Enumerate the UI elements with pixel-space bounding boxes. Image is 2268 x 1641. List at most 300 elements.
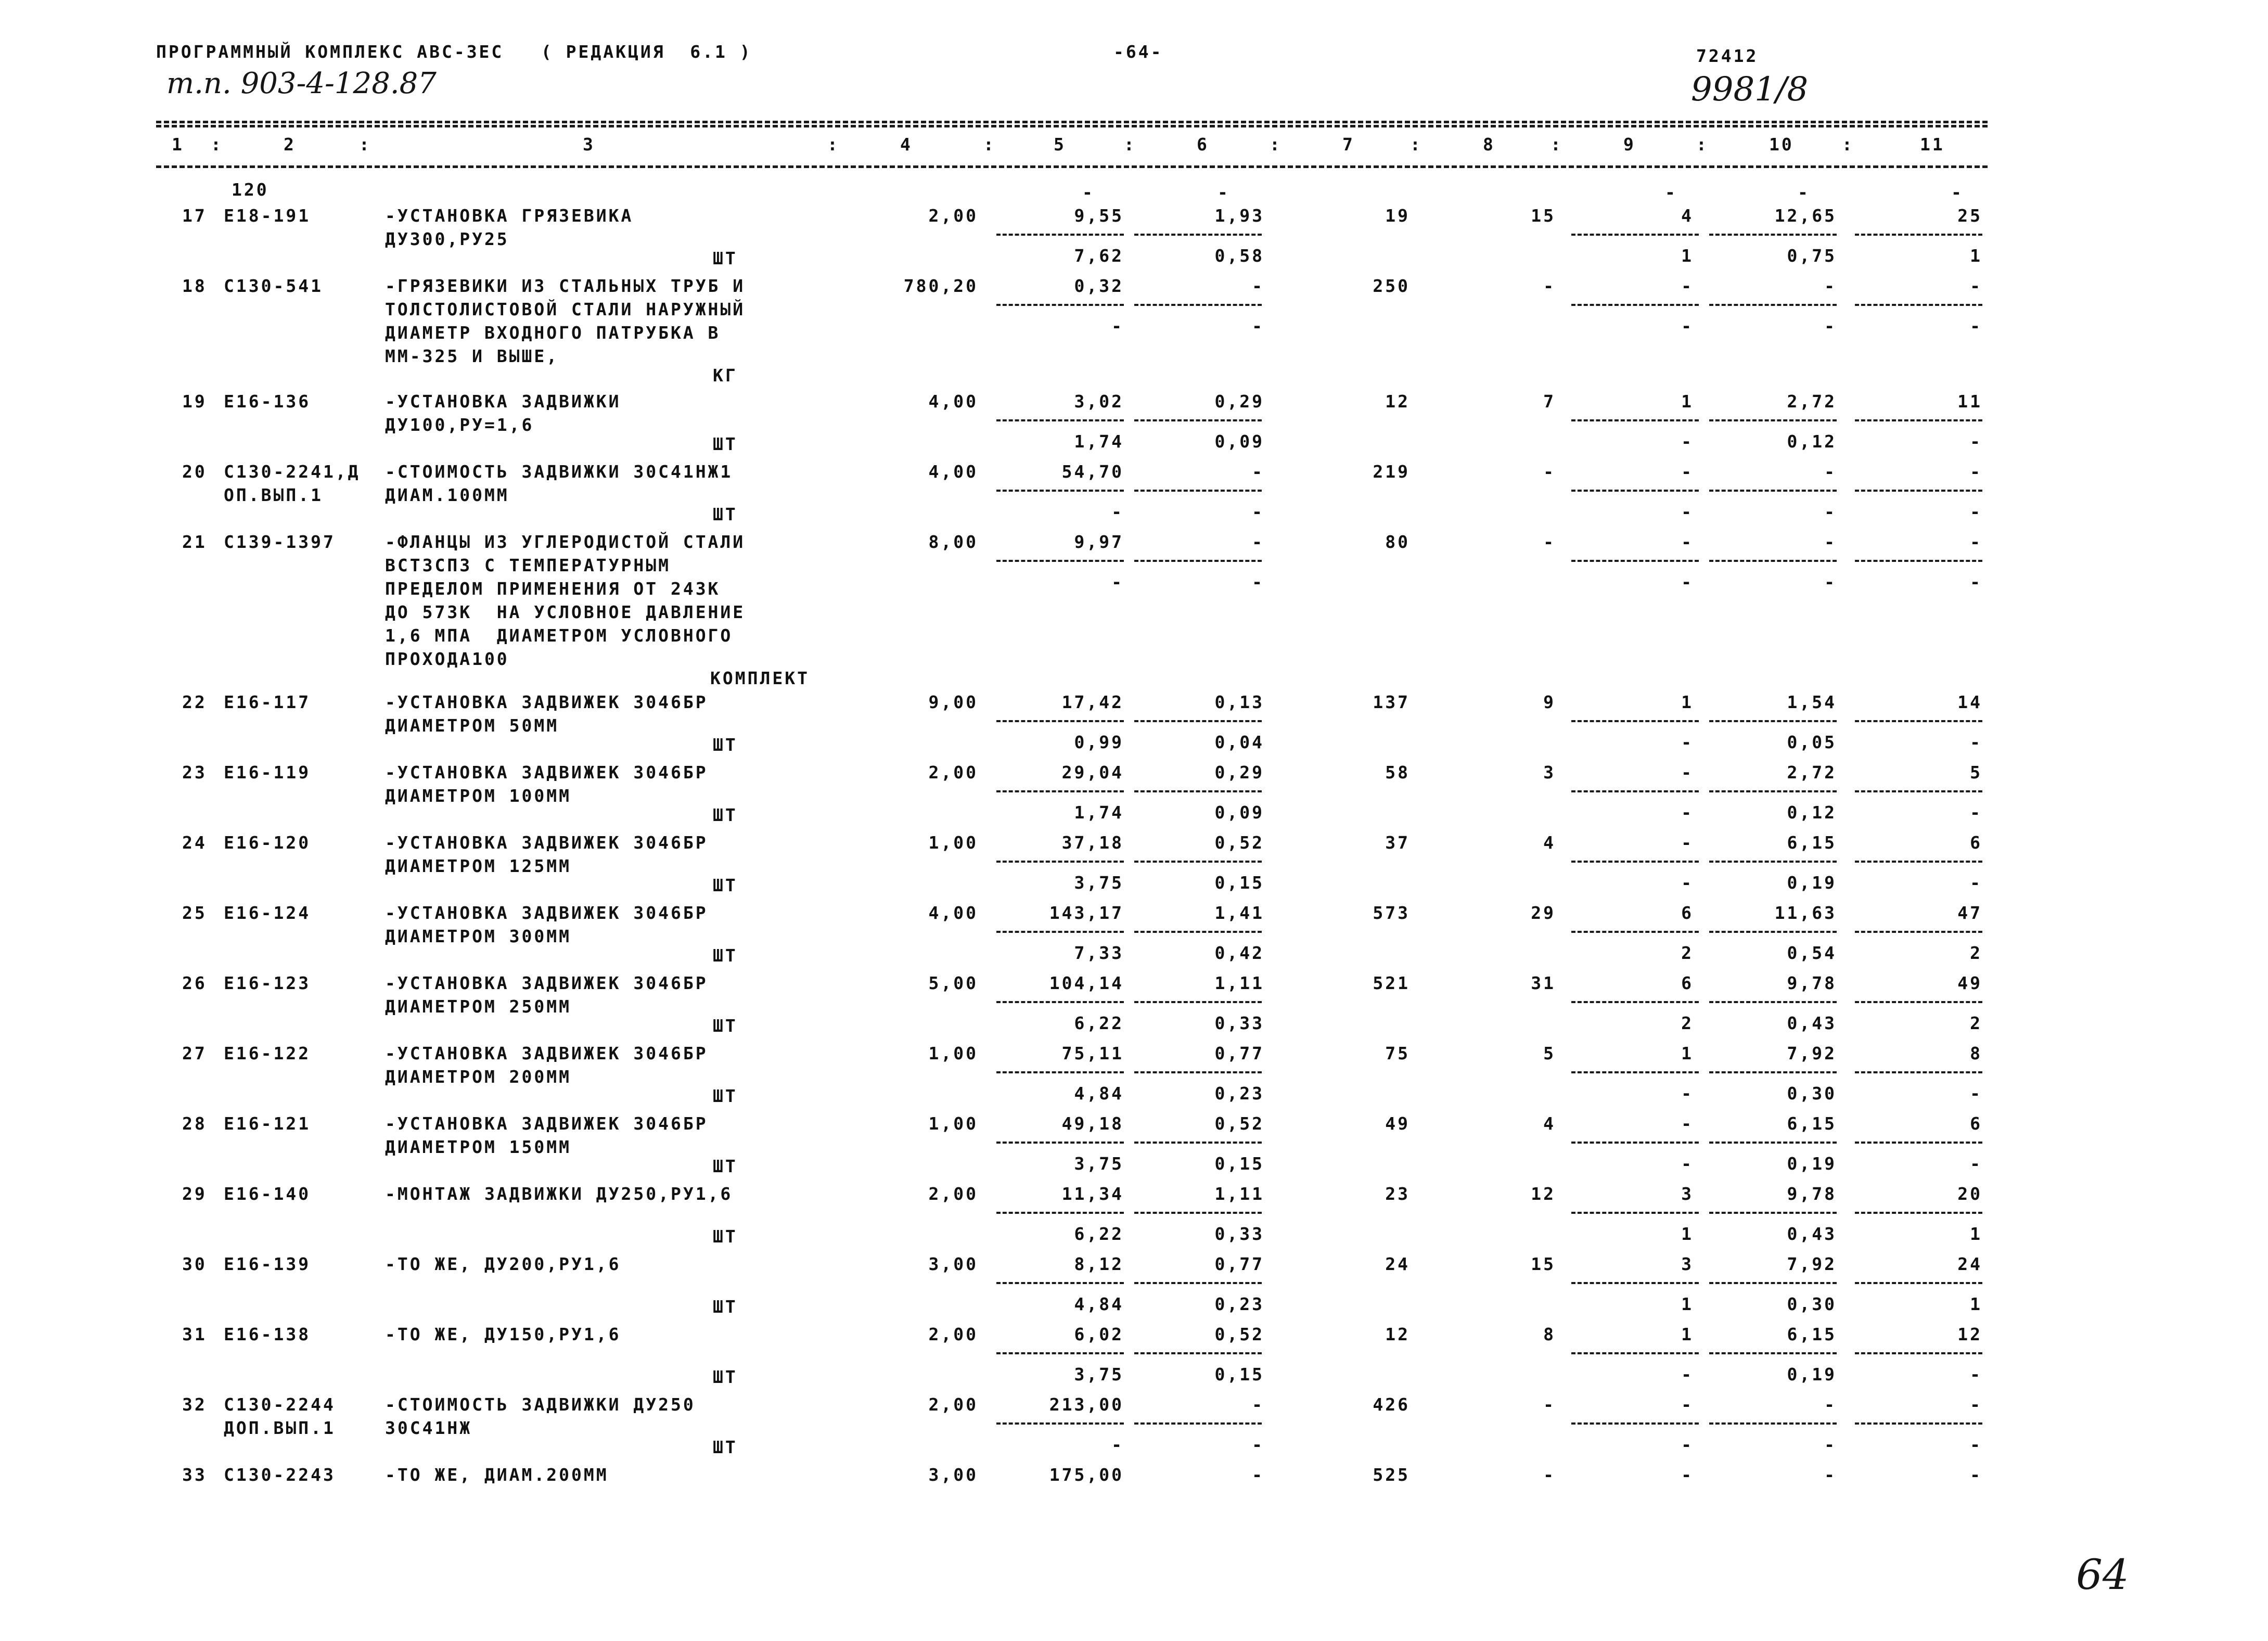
labor-per-unit: 9,78	[1787, 973, 1837, 993]
row-sub-separator	[1571, 1071, 1699, 1073]
machine-total: -	[1681, 832, 1694, 853]
rate-code: Е16-124	[224, 903, 311, 923]
total-wage: 4	[1543, 832, 1556, 853]
total-wage: 15	[1531, 1254, 1556, 1274]
labor-machine-per-unit: 0,54	[1787, 942, 1837, 963]
row-sub-separator	[1855, 1071, 1982, 1073]
rate-code: С130-2241,Д	[224, 461, 361, 482]
unit-wage: 3,75	[1074, 872, 1124, 893]
machine-total: -	[1681, 532, 1694, 552]
column-separator: :	[1124, 134, 1136, 155]
row-number: 30	[182, 1254, 207, 1274]
row-sub-separator	[1709, 419, 1837, 421]
unit-machine-cost: -	[1252, 532, 1264, 552]
unit-wage: 3,75	[1074, 1153, 1124, 1174]
machine-total: 3	[1681, 1184, 1694, 1204]
labor-total: 49	[1957, 973, 1982, 993]
unit-machine-wage: 0,33	[1214, 1012, 1264, 1033]
row-sub-separator	[1855, 720, 1982, 722]
row-sub-separator	[996, 560, 1124, 562]
unit-machine-wage: 0,42	[1214, 942, 1264, 963]
total-wage: -	[1543, 276, 1556, 296]
total-wage: 31	[1531, 973, 1556, 993]
quantity: 4,00	[928, 461, 978, 482]
labor-machine-per-unit: 0,43	[1787, 1223, 1837, 1244]
unit-cost: 143,17	[1049, 903, 1124, 923]
machine-wage-total: 1	[1681, 245, 1694, 266]
machine-total: 6	[1681, 903, 1694, 923]
total-cost: 58	[1385, 762, 1410, 783]
row-sub-separator	[1571, 234, 1699, 236]
rate-code: Е16-138	[224, 1324, 311, 1344]
row-sub-separator	[1855, 1212, 1982, 1214]
unit-cost: 3,02	[1074, 391, 1124, 412]
row-sub-separator	[996, 1212, 1124, 1214]
row-sub-separator	[1134, 1212, 1262, 1214]
labor-machine-total: 2	[1970, 1012, 1982, 1033]
unit-wage: 6,22	[1074, 1223, 1124, 1244]
unit-cost: 49,18	[1061, 1113, 1124, 1134]
unit-machine-wage: 0,23	[1214, 1083, 1264, 1104]
row-sub-separator	[996, 419, 1124, 421]
quantity: 2,00	[928, 1324, 978, 1344]
row-sub-separator	[1134, 720, 1262, 722]
unit-cost: 29,04	[1061, 762, 1124, 783]
quantity: 3,00	[928, 1254, 978, 1274]
doc-code: 72412	[1696, 46, 1759, 66]
doc-id-handwritten: т.п. 903-4-128.87	[166, 67, 437, 100]
column-header-6: 6	[1197, 134, 1209, 155]
rate-code: Е16-119	[224, 762, 311, 783]
labor-per-unit: -	[1824, 532, 1837, 552]
unit-cost: 175,00	[1049, 1465, 1124, 1485]
row-sub-separator	[996, 1422, 1124, 1425]
work-description: ДИАМЕТРОМ 300ММ	[385, 926, 572, 946]
rate-code-suffix: ДОП.ВЫП.1	[224, 1418, 336, 1438]
row-sub-separator	[1709, 1142, 1837, 1144]
row-sub-separator	[1134, 790, 1262, 792]
rate-code-suffix: ОП.ВЫП.1	[224, 485, 323, 505]
work-description: -УСТАНОВКА ЗАДВИЖЕК 3046БР	[385, 762, 708, 783]
unit-machine-wage: -	[1252, 571, 1264, 592]
machine-wage-total: 1	[1681, 1223, 1694, 1244]
header-separator-mid	[156, 125, 1988, 127]
row-sub-separator	[996, 720, 1124, 722]
row-sub-separator	[1709, 560, 1837, 562]
rate-code: Е16-122	[224, 1043, 311, 1063]
row-sub-separator	[1134, 931, 1262, 933]
row-sub-separator	[1709, 304, 1837, 306]
row-sub-separator	[1709, 861, 1837, 863]
labor-machine-per-unit: 0,05	[1787, 732, 1837, 752]
table-row	[0, 1254, 2268, 1317]
row-sub-separator	[1571, 304, 1699, 306]
total-cost: 250	[1373, 276, 1410, 296]
unit-of-measure: ШТ	[713, 735, 738, 755]
column-separator: :	[1551, 134, 1563, 155]
unit-machine-cost: 0,29	[1214, 391, 1264, 412]
machine-wage-total: 1	[1681, 1293, 1694, 1314]
row-sub-separator	[1571, 931, 1699, 933]
work-description: ДО 573К НА УСЛОВНОЕ ДАВЛЕНИЕ	[385, 602, 746, 622]
unit-machine-wage: 0,58	[1214, 245, 1264, 266]
labor-total: -	[1970, 1394, 1982, 1415]
row-sub-separator	[996, 790, 1124, 792]
unit-machine-cost: -	[1252, 276, 1264, 296]
dash-mark: -	[1082, 182, 1095, 202]
unit-wage: -	[1111, 571, 1124, 592]
labor-machine-per-unit: 0,12	[1787, 802, 1837, 823]
row-number: 24	[182, 832, 207, 853]
work-description: -ТО ЖЕ, ДУ150,РУ1,6	[385, 1324, 621, 1344]
column-header-1: 1	[172, 134, 184, 155]
work-description: -УСТАНОВКА ЗАДВИЖЕК 3046БР	[385, 903, 708, 923]
column-separator: :	[359, 134, 371, 155]
unit-machine-cost: -	[1252, 461, 1264, 482]
labor-per-unit: -	[1824, 276, 1837, 296]
unit-machine-wage: 0,09	[1214, 431, 1264, 452]
quantity: 1,00	[928, 1113, 978, 1134]
unit-cost: 6,02	[1074, 1324, 1124, 1344]
unit-of-measure: ШТ	[713, 1297, 738, 1317]
unit-cost: 54,70	[1061, 461, 1124, 482]
total-wage: 15	[1531, 206, 1556, 226]
row-sub-separator	[1855, 1422, 1982, 1425]
table-row	[0, 692, 2268, 755]
total-cost: 521	[1373, 973, 1410, 993]
quantity: 8,00	[928, 532, 978, 552]
dash-mark: -	[1218, 182, 1230, 202]
total-cost: 525	[1373, 1465, 1410, 1485]
labor-machine-per-unit: 0,12	[1787, 431, 1837, 452]
row-sub-separator	[1709, 1282, 1837, 1284]
machine-wage-total: -	[1681, 1364, 1694, 1384]
unit-machine-wage: -	[1252, 315, 1264, 336]
labor-total: 14	[1957, 692, 1982, 712]
row-sub-separator	[1855, 1142, 1982, 1144]
rate-code: Е16-117	[224, 692, 311, 712]
work-description: ДИАМЕТРОМ 250ММ	[385, 996, 572, 1017]
labor-total: 5	[1970, 762, 1982, 783]
machine-wage-total: -	[1681, 1153, 1694, 1174]
row-sub-separator	[996, 931, 1124, 933]
work-description: ДИАМЕТРОМ 150ММ	[385, 1137, 572, 1157]
table-row	[0, 1184, 2268, 1247]
table-row	[0, 276, 2268, 386]
row-sub-separator	[1134, 1352, 1262, 1354]
labor-per-unit: 12,65	[1774, 206, 1837, 226]
quantity: 9,00	[928, 692, 978, 712]
row-sub-separator	[1855, 234, 1982, 236]
work-description: ММ-325 И ВЫШЕ,	[385, 346, 559, 366]
total-wage: 7	[1543, 391, 1556, 412]
quantity: 3,00	[928, 1465, 978, 1485]
row-number: 32	[182, 1394, 207, 1415]
work-description: ДИАМЕТРОМ 100ММ	[385, 786, 572, 806]
dash-mark: -	[1665, 182, 1677, 202]
unit-wage: 4,84	[1074, 1293, 1124, 1314]
dash-mark: -	[1798, 182, 1810, 202]
row-sub-separator	[1571, 1422, 1699, 1425]
work-description: ДИАМЕТРОМ 125ММ	[385, 856, 572, 876]
row-sub-separator	[1134, 1282, 1262, 1284]
labor-total: 12	[1957, 1324, 1982, 1344]
labor-machine-per-unit: -	[1824, 501, 1837, 522]
work-description: -УСТАНОВКА ЗАДВИЖЕК 3046БР	[385, 832, 708, 853]
total-cost: 12	[1385, 1324, 1410, 1344]
total-wage: 3	[1543, 762, 1556, 783]
row-sub-separator	[1709, 931, 1837, 933]
row-number: 18	[182, 276, 207, 296]
row-sub-separator	[1855, 560, 1982, 562]
total-cost: 573	[1373, 903, 1410, 923]
labor-total: 24	[1957, 1254, 1982, 1274]
row-sub-separator	[1134, 1071, 1262, 1073]
labor-total: -	[1970, 1465, 1982, 1485]
table-row	[0, 1043, 2268, 1106]
machine-total: 1	[1681, 1324, 1694, 1344]
labor-machine-per-unit: -	[1824, 315, 1837, 336]
total-wage: 5	[1543, 1043, 1556, 1063]
total-cost: 426	[1373, 1394, 1410, 1415]
labor-total: 20	[1957, 1184, 1982, 1204]
rate-code: С130-2243	[224, 1465, 336, 1485]
work-description: -УСТАНОВКА ЗАДВИЖЕК 3046БР	[385, 1113, 708, 1134]
work-description: ДУ300,РУ25	[385, 229, 509, 249]
table-row	[0, 1465, 2268, 1511]
row-sub-separator	[1709, 720, 1837, 722]
column-header-11: 11	[1920, 134, 1945, 155]
rate-code: Е16-136	[224, 391, 311, 412]
row-sub-separator	[996, 1071, 1124, 1073]
row-sub-separator	[1571, 861, 1699, 863]
total-cost: 37	[1385, 832, 1410, 853]
row-sub-separator	[1571, 1282, 1699, 1284]
unit-machine-wage: -	[1252, 1434, 1264, 1455]
total-wage: -	[1543, 1465, 1556, 1485]
work-description: -ГРЯЗЕВИКИ ИЗ СТАЛЬНЫХ ТРУБ И	[385, 276, 746, 296]
quantity: 2,00	[928, 762, 978, 783]
machine-wage-total: -	[1681, 1083, 1694, 1104]
row-sub-separator	[1855, 1001, 1982, 1003]
table-row	[0, 903, 2268, 966]
row-sub-separator	[1571, 490, 1699, 492]
row-number: 20	[182, 461, 207, 482]
labor-machine-per-unit: -	[1824, 1434, 1837, 1455]
column-separator: :	[1270, 134, 1282, 155]
row-sub-separator	[1709, 790, 1837, 792]
labor-per-unit: 9,78	[1787, 1184, 1837, 1204]
unit-wage: 0,99	[1074, 732, 1124, 752]
rate-code: С130-541	[224, 276, 323, 296]
labor-machine-per-unit: -	[1824, 571, 1837, 592]
unit-wage: 7,62	[1074, 245, 1124, 266]
unit-cost: 213,00	[1049, 1394, 1124, 1415]
page-marker: -64-	[1113, 42, 1163, 62]
row-sub-separator	[1571, 1352, 1699, 1354]
machine-wage-total: -	[1681, 802, 1694, 823]
labor-total: 25	[1957, 206, 1982, 226]
quantity: 4,00	[928, 391, 978, 412]
row-number: 28	[182, 1113, 207, 1134]
row-sub-separator	[1709, 1212, 1837, 1214]
unit-wage: 6,22	[1074, 1012, 1124, 1033]
unit-machine-cost: 1,93	[1214, 206, 1264, 226]
unit-wage: -	[1111, 1434, 1124, 1455]
machine-total: 1	[1681, 692, 1694, 712]
unit-machine-cost: -	[1252, 1465, 1264, 1485]
quantity: 2,00	[928, 1394, 978, 1415]
labor-per-unit: 1,54	[1787, 692, 1837, 712]
total-wage: 4	[1543, 1113, 1556, 1134]
labor-machine-total: 1	[1970, 245, 1982, 266]
machine-total: -	[1681, 461, 1694, 482]
labor-machine-total: -	[1970, 802, 1982, 823]
unit-machine-cost: 0,52	[1214, 832, 1264, 853]
unit-cost: 37,18	[1061, 832, 1124, 853]
labor-total: -	[1970, 461, 1982, 482]
unit-wage: -	[1111, 315, 1124, 336]
table-row	[0, 1324, 2268, 1387]
work-description: -УСТАНОВКА ЗАДВИЖКИ	[385, 391, 621, 412]
total-wage: 8	[1543, 1324, 1556, 1344]
unit-of-measure: ШТ	[713, 1437, 738, 1457]
unit-machine-cost: 1,41	[1214, 903, 1264, 923]
row-sub-separator	[1134, 234, 1262, 236]
labor-per-unit: 2,72	[1787, 762, 1837, 783]
row-sub-separator	[1709, 1352, 1837, 1354]
row-sub-separator	[1134, 560, 1262, 562]
labor-machine-total: -	[1970, 501, 1982, 522]
machine-total: 1	[1681, 1043, 1694, 1063]
labor-machine-per-unit: 0,75	[1787, 245, 1837, 266]
quantity: 5,00	[928, 973, 978, 993]
column-header-4: 4	[900, 134, 913, 155]
labor-per-unit: 6,15	[1787, 1324, 1837, 1344]
unit-machine-wage: 0,33	[1214, 1223, 1264, 1244]
row-sub-separator	[996, 1142, 1124, 1144]
row-sub-separator	[996, 304, 1124, 306]
table-row	[0, 532, 2268, 688]
labor-machine-total: -	[1970, 1153, 1982, 1174]
table-row	[0, 1394, 2268, 1457]
work-description: -УСТАНОВКА ЗАДВИЖЕК 3046БР	[385, 692, 708, 712]
rate-code: Е16-140	[224, 1184, 311, 1204]
labor-per-unit: 6,15	[1787, 1113, 1837, 1134]
row-sub-separator	[1134, 1422, 1262, 1425]
labor-machine-total: 1	[1970, 1223, 1982, 1244]
row-sub-separator	[996, 861, 1124, 863]
unit-of-measure: ШТ	[713, 504, 738, 524]
total-wage: 29	[1531, 903, 1556, 923]
unit-cost: 0,32	[1074, 276, 1124, 296]
row-sub-separator	[1571, 560, 1699, 562]
labor-machine-per-unit: 0,30	[1787, 1293, 1837, 1314]
work-description: -УСТАНОВКА ГРЯЗЕВИКА	[385, 206, 634, 226]
unit-wage: 7,33	[1074, 942, 1124, 963]
total-wage: -	[1543, 532, 1556, 552]
unit-machine-cost: 0,77	[1214, 1043, 1264, 1063]
labor-per-unit: 2,72	[1787, 391, 1837, 412]
start-note: 120	[232, 180, 269, 200]
labor-machine-per-unit: 0,30	[1787, 1083, 1837, 1104]
labor-machine-total: 1	[1970, 1293, 1982, 1314]
unit-cost: 9,97	[1074, 532, 1124, 552]
unit-machine-wage: 0,04	[1214, 732, 1264, 752]
table-row	[0, 762, 2268, 825]
machine-total: 4	[1681, 206, 1694, 226]
header-separator-top	[156, 121, 1988, 123]
program-title: ПРОГРАММНЫЙ КОМПЛЕКС АВС-3ЕС ( РЕДАКЦИЯ 6.1 )	[156, 42, 752, 62]
quantity: 1,00	[928, 832, 978, 853]
column-header-8: 8	[1483, 134, 1495, 155]
row-sub-separator	[1855, 304, 1982, 306]
row-number: 19	[182, 391, 207, 412]
total-cost: 75	[1385, 1043, 1410, 1063]
total-cost: 19	[1385, 206, 1410, 226]
labor-total: 47	[1957, 903, 1982, 923]
total-wage: -	[1543, 1394, 1556, 1415]
machine-wage-total: -	[1681, 1434, 1694, 1455]
row-sub-separator	[1134, 490, 1262, 492]
rate-code: Е16-123	[224, 973, 311, 993]
row-sub-separator	[1855, 931, 1982, 933]
table-row	[0, 832, 2268, 895]
machine-wage-total: -	[1681, 315, 1694, 336]
row-sub-separator	[1134, 419, 1262, 421]
labor-machine-per-unit: 0,19	[1787, 872, 1837, 893]
unit-wage: 3,75	[1074, 1364, 1124, 1384]
labor-machine-per-unit: 0,43	[1787, 1012, 1837, 1033]
work-description: -СТОИМОСТЬ ЗАДВИЖКИ 30С41НЖ1	[385, 461, 733, 482]
row-sub-separator	[996, 1001, 1124, 1003]
row-sub-separator	[1134, 1001, 1262, 1003]
unit-wage: -	[1111, 501, 1124, 522]
work-description: ПРЕДЕЛОМ ПРИМЕНЕНИЯ ОТ 243К	[385, 579, 721, 599]
unit-wage: 1,74	[1074, 431, 1124, 452]
unit-machine-cost: -	[1252, 1394, 1264, 1415]
unit-machine-wage: 0,15	[1214, 1364, 1264, 1384]
labor-total: -	[1970, 276, 1982, 296]
rate-code: Е18-191	[224, 206, 311, 226]
column-header-2: 2	[284, 134, 296, 155]
row-sub-separator	[1855, 490, 1982, 492]
column-separator: :	[1842, 134, 1854, 155]
table-row	[0, 461, 2268, 524]
total-cost: 219	[1373, 461, 1410, 482]
column-header-10: 10	[1769, 134, 1794, 155]
row-sub-separator	[1571, 1142, 1699, 1144]
row-number: 27	[182, 1043, 207, 1063]
total-wage: -	[1543, 461, 1556, 482]
labor-machine-total: -	[1970, 1434, 1982, 1455]
machine-total: -	[1681, 762, 1694, 783]
row-sub-separator	[1855, 1352, 1982, 1354]
unit-machine-wage: -	[1252, 501, 1264, 522]
unit-machine-cost: 0,29	[1214, 762, 1264, 783]
unit-machine-cost: 1,11	[1214, 973, 1264, 993]
column-header-9: 9	[1623, 134, 1636, 155]
labor-machine-total: -	[1970, 1083, 1982, 1104]
work-description: 30С41НЖ	[385, 1418, 472, 1438]
table-row	[0, 391, 2268, 454]
rate-code: Е16-139	[224, 1254, 311, 1274]
unit-of-measure: ШТ	[713, 945, 738, 966]
labor-per-unit: -	[1824, 1465, 1837, 1485]
machine-total: 1	[1681, 391, 1694, 412]
rate-code: Е16-121	[224, 1113, 311, 1134]
labor-machine-per-unit: 0,19	[1787, 1153, 1837, 1174]
